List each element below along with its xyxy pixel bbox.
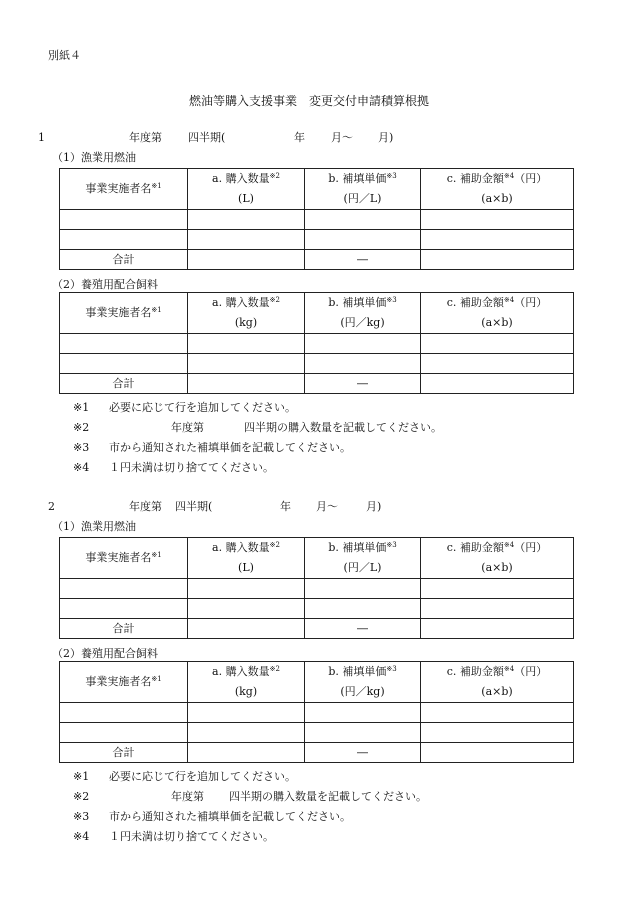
table-header-row xyxy=(60,169,574,210)
document-title: 燃油等購入支援事業 変更交付申請積算根拠 xyxy=(189,94,430,108)
table-row xyxy=(60,334,574,354)
table-row xyxy=(60,579,574,599)
amount-header: c. 補助金額$^{※4}$（円） (a×b) xyxy=(421,293,574,334)
table-cell[interactable] xyxy=(60,723,188,743)
year-label: 年 xyxy=(280,500,291,513)
table-header-row xyxy=(60,293,574,334)
table-cell[interactable] xyxy=(60,230,188,250)
total-label: 合計 xyxy=(60,619,188,639)
feed-table-2 xyxy=(59,661,574,763)
table-cell[interactable] xyxy=(188,703,305,723)
table-header-row xyxy=(60,662,574,703)
total-amount-cell[interactable] xyxy=(421,743,574,763)
note-text: 四半期の購入数量を記載してください。 xyxy=(229,790,427,803)
total-label: 合計 xyxy=(60,374,188,394)
operator-header: 事業実施者名$^{※1}$ xyxy=(60,538,188,579)
table-cell[interactable] xyxy=(421,334,574,354)
total-row xyxy=(60,250,574,270)
price-header: b. 補填単価$^{※3}$ (円／L) xyxy=(305,538,421,579)
note-text: 市から通知された補填単価を記載してください。 xyxy=(109,810,351,823)
total-row xyxy=(60,374,574,394)
total-qty-cell[interactable] xyxy=(188,743,305,763)
table-cell[interactable] xyxy=(188,230,305,250)
quarter-label: 四半期( xyxy=(188,131,226,144)
table-cell[interactable] xyxy=(305,599,421,619)
year-label: 年 xyxy=(294,131,305,144)
amount-header: c. 補助金額$^{※4}$（円） (a×b) xyxy=(421,538,574,579)
total-qty-cell[interactable] xyxy=(188,619,305,639)
price-header: b. 補填単価$^{※3}$ (円／kg) xyxy=(305,293,421,334)
month-range-label: 月～ xyxy=(316,500,338,513)
total-label: 合計 xyxy=(60,743,188,763)
table-cell[interactable] xyxy=(305,723,421,743)
month-end-label: 月) xyxy=(378,131,394,144)
note-mark: ※3 xyxy=(73,441,90,454)
operator-header: 事業実施者名$^{※1}$ xyxy=(60,662,188,703)
table-row xyxy=(60,210,574,230)
price-header: b. 補填単価$^{※3}$ (円／kg) xyxy=(305,662,421,703)
note-mark: ※4 xyxy=(73,830,90,843)
section-number: 1 xyxy=(38,131,45,144)
table-header-row xyxy=(60,538,574,579)
table-cell[interactable] xyxy=(305,579,421,599)
table-cell[interactable] xyxy=(188,723,305,743)
table-cell[interactable] xyxy=(421,599,574,619)
fuel-table-2 xyxy=(59,537,574,639)
note-mark: ※2 xyxy=(73,421,90,434)
amount-header: c. 補助金額$^{※4}$（円） (a×b) xyxy=(421,169,574,210)
operator-header: 事業実施者名$^{※1}$ xyxy=(60,169,188,210)
table-cell[interactable] xyxy=(305,334,421,354)
note-text: 必要に応じて行を追加してください。 xyxy=(109,770,296,783)
attachment-label: 別紙４ xyxy=(48,49,81,62)
note-mark: ※3 xyxy=(73,810,90,823)
table-cell[interactable] xyxy=(60,210,188,230)
table-cell[interactable] xyxy=(188,579,305,599)
operator-header: 事業実施者名$^{※1}$ xyxy=(60,293,188,334)
month-end-label: 月) xyxy=(366,500,382,513)
quarter-label: 四半期( xyxy=(175,500,213,513)
table-cell[interactable] xyxy=(188,334,305,354)
table-row xyxy=(60,723,574,743)
total-amount-cell[interactable] xyxy=(421,619,574,639)
total-price-dash: ― xyxy=(305,250,421,270)
table-cell[interactable] xyxy=(188,210,305,230)
table-row xyxy=(60,230,574,250)
qty-header: a. 購入数量$^{※2}$ (L) xyxy=(188,538,305,579)
total-price-dash: ― xyxy=(305,743,421,763)
qty-header: a. 購入数量$^{※2}$ (kg) xyxy=(188,662,305,703)
note-text: １円未満は切り捨ててください。 xyxy=(109,830,274,843)
note-text: 必要に応じて行を追加してください。 xyxy=(109,401,296,414)
table-row xyxy=(60,703,574,723)
note-mark: ※1 xyxy=(73,401,90,414)
note-text: １円未満は切り捨ててください。 xyxy=(109,461,274,474)
fuel-subsection-title: （1）漁業用燃油 xyxy=(52,151,136,164)
table-cell[interactable] xyxy=(421,579,574,599)
fuel-table-1 xyxy=(59,168,574,270)
table-cell[interactable] xyxy=(421,230,574,250)
total-price-dash: ― xyxy=(305,619,421,639)
total-label: 合計 xyxy=(60,250,188,270)
table-cell[interactable] xyxy=(421,210,574,230)
note-text: 市から通知された補填単価を記載してください。 xyxy=(109,441,351,454)
nendo-label: 年度第 xyxy=(129,500,162,513)
note-text: 四半期の購入数量を記載してください。 xyxy=(244,421,442,434)
feed-subsection-title: （2）養殖用配合飼料 xyxy=(52,647,158,660)
total-qty-cell[interactable] xyxy=(188,250,305,270)
table-cell[interactable] xyxy=(421,723,574,743)
note-mark: ※4 xyxy=(73,461,90,474)
total-amount-cell[interactable] xyxy=(421,250,574,270)
table-cell[interactable] xyxy=(60,354,188,374)
table-cell[interactable] xyxy=(305,210,421,230)
qty-header: a. 購入数量$^{※2}$ (L) xyxy=(188,169,305,210)
table-cell[interactable] xyxy=(421,354,574,374)
note-pre: 年度第 xyxy=(171,790,204,803)
total-amount-cell[interactable] xyxy=(421,374,574,394)
total-qty-cell[interactable] xyxy=(188,374,305,394)
note-pre: 年度第 xyxy=(171,421,204,434)
feed-subsection-title: （2）養殖用配合飼料 xyxy=(52,278,158,291)
fuel-subsection-title: （1）漁業用燃油 xyxy=(52,520,136,533)
table-cell[interactable] xyxy=(60,703,188,723)
table-cell[interactable] xyxy=(60,599,188,619)
table-cell[interactable] xyxy=(188,354,305,374)
feed-table-1 xyxy=(59,292,574,394)
total-row xyxy=(60,743,574,763)
table-cell[interactable] xyxy=(305,354,421,374)
note-mark: ※2 xyxy=(73,790,90,803)
total-price-dash: ― xyxy=(305,374,421,394)
qty-header: a. 購入数量$^{※2}$ (kg) xyxy=(188,293,305,334)
table-cell[interactable] xyxy=(188,599,305,619)
note-mark: ※1 xyxy=(73,770,90,783)
table-row xyxy=(60,354,574,374)
amount-header: c. 補助金額$^{※4}$（円） (a×b) xyxy=(421,662,574,703)
table-cell[interactable] xyxy=(60,334,188,354)
section-number: 2 xyxy=(48,500,55,513)
nendo-label: 年度第 xyxy=(129,131,162,144)
total-row xyxy=(60,619,574,639)
table-cell[interactable] xyxy=(421,703,574,723)
price-header: b. 補填単価$^{※3}$ (円／L) xyxy=(305,169,421,210)
table-cell[interactable] xyxy=(305,703,421,723)
table-cell[interactable] xyxy=(60,579,188,599)
table-row xyxy=(60,599,574,619)
month-range-label: 月～ xyxy=(331,131,353,144)
table-cell[interactable] xyxy=(305,230,421,250)
